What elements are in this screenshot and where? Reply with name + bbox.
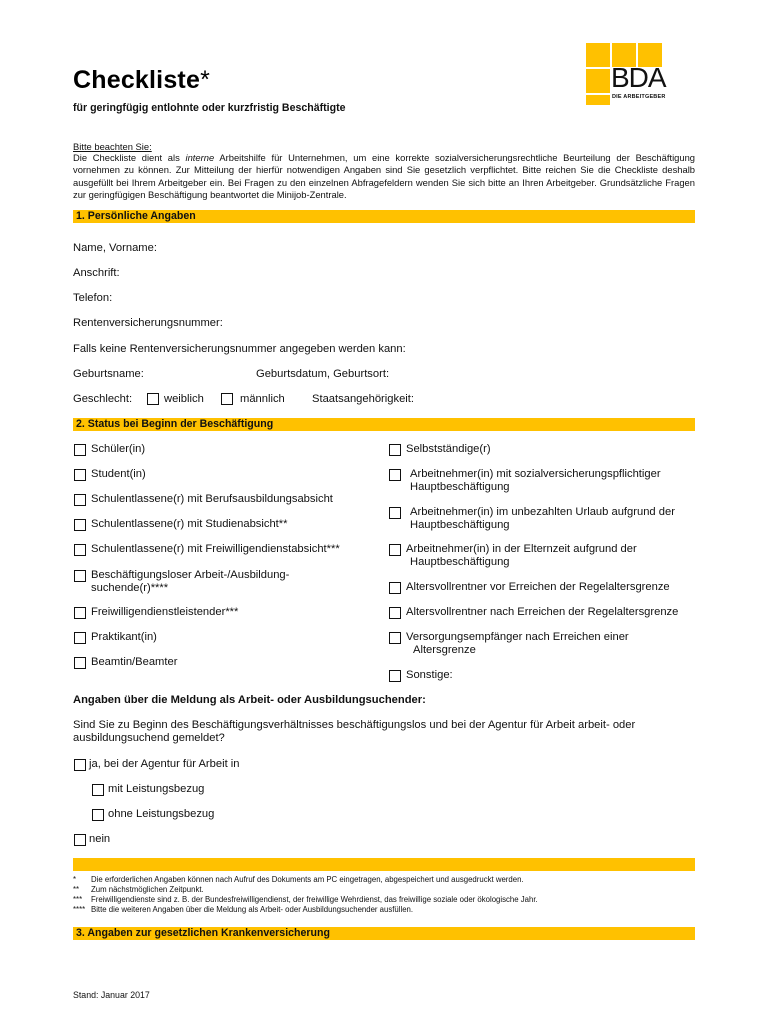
- with-benefit-label: mit Leistungsbezug: [108, 783, 205, 795]
- status-checkbox-school-leaver-vocational[interactable]: [74, 494, 86, 506]
- without-benefit-checkbox[interactable]: [92, 809, 104, 821]
- logo-wordmark: BDA: [611, 62, 666, 93]
- footnote-text: Die erforderlichen Angaben können nach Aufruf des Dokuments am PC eingetragen, abgespeichert und ausgedruckt werden.: [91, 875, 524, 884]
- status-label-main-employment: Arbeitnehmer(in) mit sozialversicherungspflichtiger Hauptbeschäftigung: [410, 468, 661, 493]
- document-date: Stand: Januar 2017: [73, 990, 150, 1000]
- status-checkbox-job-seeker[interactable]: [74, 570, 86, 582]
- male-label: männlich: [240, 393, 285, 405]
- status-checkbox-pension-recipient[interactable]: [389, 632, 401, 644]
- logo-square: [586, 95, 610, 105]
- page-title: Checkliste*: [73, 66, 210, 94]
- section-1-header: [73, 210, 695, 223]
- footnote-mark: ****: [73, 905, 86, 914]
- pension-number-label: Rentenversicherungsnummer:: [73, 317, 223, 329]
- gender-label: Geschlecht:: [73, 393, 133, 405]
- male-checkbox[interactable]: [221, 393, 233, 405]
- status-checkbox-parental-leave[interactable]: [389, 544, 401, 556]
- status-checkbox-civil-servant[interactable]: [74, 657, 86, 669]
- status-checkbox-main-employment[interactable]: [389, 469, 401, 481]
- birth-name-label: Geburtsname:: [73, 368, 144, 380]
- status-label-student: Student(in): [91, 468, 146, 480]
- status-label-pensioner-after: Altersvollrentner nach Erreichen der Regelaltersgrenze: [406, 606, 679, 618]
- logo-square: [586, 69, 610, 93]
- seeker-question: Sind Sie zu Beginn des Beschäftigungsverhältnisses beschäftigungslos und bei der Agentur für Arbeit arbeit- oder ausbildungsuchend gemeldet?: [73, 719, 636, 744]
- section-3-header: [73, 927, 695, 940]
- status-label-school-leaver-study: Schulentlassene(r) mit Studienabsicht**: [91, 518, 288, 530]
- footnote-mark: ***: [73, 895, 83, 904]
- status-checkbox-unpaid-leave[interactable]: [389, 507, 401, 519]
- without-benefit-label: ohne Leistungsbezug: [108, 808, 215, 820]
- section-3-title: 3. Angaben zur gesetzlichen Krankenversicherung: [76, 927, 330, 939]
- no-pension-number-label: Falls keine Rentenversicherungsnummer angegeben werden kann:: [73, 343, 406, 355]
- status-label-schueler: Schüler(in): [91, 443, 146, 455]
- status-checkbox-school-leaver-study[interactable]: [74, 519, 86, 531]
- status-label-unpaid-leave: Arbeitnehmer(in) im unbezahlten Urlaub aufgrund der Hauptbeschäftigung: [410, 506, 675, 531]
- status-label-school-leaver-volunteer: Schulentlassene(r) mit Freiwilligendienstabsicht***: [91, 543, 340, 555]
- nationality-label: Staatsangehörigkeit:: [312, 393, 414, 405]
- status-checkbox-schueler[interactable]: [74, 444, 86, 456]
- status-checkbox-other[interactable]: [389, 670, 401, 682]
- footnote-text: Zum nächstmöglichen Zeitpunkt.: [91, 885, 204, 894]
- with-benefit-checkbox[interactable]: [92, 784, 104, 796]
- footnote-text: Bitte die weiteren Angaben über die Meldung als Arbeit- oder Ausbildungsuchender ausfüllen.: [91, 905, 414, 914]
- notice-heading: Bitte beachten Sie:: [73, 141, 152, 152]
- status-checkbox-school-leaver-volunteer[interactable]: [74, 544, 86, 556]
- section-2-title: 2. Status bei Beginn der Beschäftigung: [76, 418, 274, 430]
- status-checkbox-pensioner-after[interactable]: [389, 607, 401, 619]
- name-field-label: Name, Vorname:: [73, 242, 157, 254]
- section-1-title: 1. Persönliche Angaben: [76, 210, 196, 222]
- logo-square: [586, 43, 610, 67]
- status-checkbox-volunteer[interactable]: [74, 607, 86, 619]
- seeker-no-label: nein: [89, 833, 111, 845]
- status-label-volunteer: Freiwilligendienstleistender***: [91, 606, 239, 618]
- status-label-intern: Praktikant(in): [91, 631, 157, 643]
- female-label: weiblich: [164, 393, 204, 405]
- seeker-heading: Angaben über die Meldung als Arbeit- oder Ausbildungsuchender:: [73, 694, 426, 706]
- seeker-no-checkbox[interactable]: [74, 834, 86, 846]
- footnote-mark: *: [73, 875, 77, 884]
- footnote-mark: **: [73, 885, 80, 894]
- birth-date-place-label: Geburtsdatum, Geburtsort:: [256, 368, 390, 380]
- seeker-yes-label: ja, bei der Agentur für Arbeit in: [89, 758, 240, 770]
- notice-text: Die Checkliste dient als interne Arbeitshilfe für Unternehmen, um eine korrekte sozialversicherungsrechtliche Beurteilung der Beschäftigung vornehmen zu können. Zur Mitteilung der hierfür notwendigen Angaben sind Sie gesetzlich verpflichtet. Bitte reichen Sie die Checkliste deshalb ausgefüllt bei Ihrem Arbeitgeber ein. Bei Fragen zu den einzelnen Abfragefeldern wenden Sie sich bitte an Ihren Arbeitgeber. Grundsätzliche Fragen zur geringfügigen Beschäftigung beantwortet die Minijob-Zentrale.: [73, 152, 696, 201]
- logo-tagline: DIE ARBEITGEBER: [612, 94, 666, 100]
- status-checkbox-intern[interactable]: [74, 632, 86, 644]
- page-subtitle: für geringfügig entlohnte oder kurzfristig Beschäftigte: [73, 102, 346, 114]
- phone-field-label: Telefon:: [73, 292, 113, 304]
- status-label-civil-servant: Beamtin/Beamter: [91, 656, 178, 668]
- status-label-parental-leave: Arbeitnehmer(in) in der Elternzeit aufgrund der Hauptbeschäftigung: [406, 543, 637, 568]
- status-label-school-leaver-vocational: Schulentlassene(r) mit Berufsausbildungsabsicht: [91, 493, 333, 505]
- status-label-self-employed: Selbstständige(r): [406, 443, 491, 455]
- status-label-other: Sonstige:: [406, 669, 453, 681]
- footnote-divider-bar: [73, 858, 695, 871]
- status-checkbox-self-employed[interactable]: [389, 444, 401, 456]
- status-checkbox-student[interactable]: [74, 469, 86, 481]
- status-checkbox-pensioner-before[interactable]: [389, 582, 401, 594]
- status-label-job-seeker: Beschäftigungsloser Arbeit-/Ausbildung- suchende(r)****: [91, 569, 290, 594]
- seeker-yes-checkbox[interactable]: [74, 759, 86, 771]
- address-field-label: Anschrift:: [73, 267, 120, 279]
- footnote-text: Freiwilligendienste sind z. B. der Bundesfreiwilligendienst, der freiwillige Wehrdienst, das freiwillige soziale oder ökologische Jahr.: [91, 895, 538, 904]
- female-checkbox[interactable]: [147, 393, 159, 405]
- section-2-header: [73, 418, 695, 431]
- status-label-pension-recipient: Versorgungsempfänger nach Erreichen einer Altersgrenze: [406, 631, 629, 656]
- status-label-pensioner-before: Altersvollrentner vor Erreichen der Regelaltersgrenze: [406, 581, 670, 593]
